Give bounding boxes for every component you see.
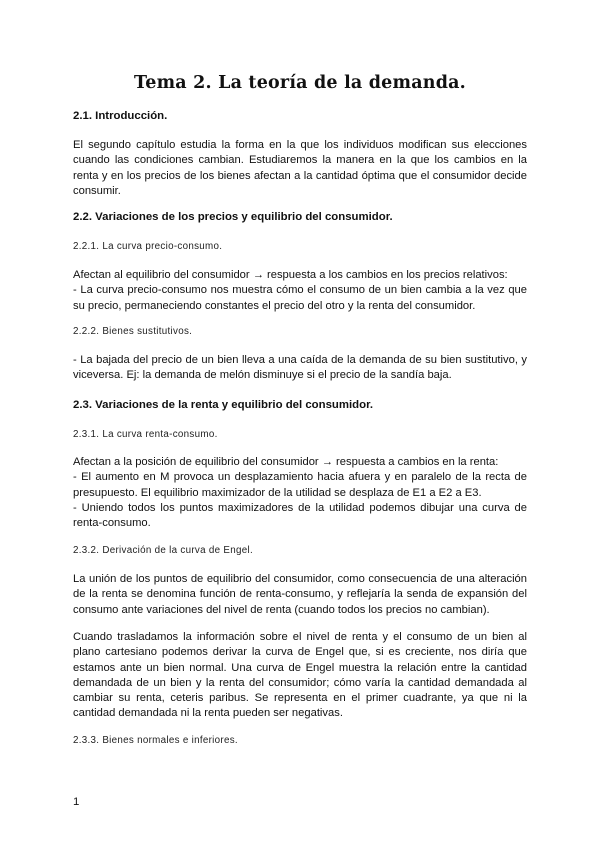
subsection-heading-renta-consumo: 2.3.1. La curva renta-consumo. [73,429,218,440]
paragraph-renta-consumo [73,455,527,531]
text-line: Afectan al equilibrio del consumidor → respuesta a los cambios en los precios relativos: [73,269,508,281]
section-heading-introduccion: 2.1. Introducción. [73,110,168,122]
bullet-item: - La curva precio-consumo nos muestra cómo el consumo de un bien cambia a la vez que su precio, permaneciendo constantes el precio del otro y la renta del consumidor. [73,284,527,312]
paragraph-engel-1: La unión de los puntos de equilibrio del consumidor, como consecuencia de una alteración de la renta se denomina función de renta-consumo, y reflejaría la senda de expansión del consumo ante variaciones del nivel de renta (cuando todos los precios no cambian). [73,573,527,616]
subsection-heading-bienes-normales: 2.3.3. Bienes normales e inferiores. [73,735,238,746]
paragraph-introduccion: El segundo capítulo estudia la forma en la que los individuos modifican sus elecciones cuando las condiciones cambian. Estudiaremos la manera en la que los cambios en la renta y en los precios de los bienes afectan a la cantidad óptima que el consumidor decide consumir. [73,139,527,197]
text-line: Afectan a la posición de equilibrio del consumidor → respuesta a cambios en la renta: [73,456,499,468]
bullet-item: - El aumento en M provoca un desplazamiento hacia afuera y en paralelo de la recta de presupuesto. El equilibrio maximizador de la utilidad se desplaza de E1 a E2 a E3. [73,471,527,499]
page-number: 1 [73,796,80,808]
paragraph-engel-2: Cuando trasladamos la información sobre el nivel de renta y el consumo de un bien al plano cartesiano podemos derivar la curva de Engel que, si es creciente, nos diría que estamos ante un bien normal. Una curva de Engel muestra la relación entre la cantidad demandada de un bien y la renta del consumidor; cómo varía la cantidad demandada al cambiar su renta, ceteris paribus. Se representa en el primer cuadrante, ya que ni la cantidad demandada ni la renta pueden ser negativas. [73,631,527,720]
subsection-heading-bienes-sustitutivos: 2.2.2. Bienes sustitutivos. [73,326,193,337]
subsection-heading-precio-consumo: 2.2.1. La curva precio-consumo. [73,241,223,252]
paragraph-precio-consumo [73,268,527,314]
bullet-item: - La bajada del precio de un bien lleva a una caída de la demanda de su bien sustitutivo, y viceversa. Ej: la demanda de melón disminuye si el precio de la sandía baja. [73,354,527,382]
section-heading-renta: 2.3. Variaciones de la renta y equilibrio del consumidor. [73,399,374,411]
document-title: Tema 2. La teoría de la demanda. [134,73,466,93]
bullet-item: - Uniendo todos los puntos maximizadores de la utilidad podemos dibujar una curva de renta-consumo. [73,501,527,530]
subsection-heading-curva-engel: 2.3.2. Derivación de la curva de Engel. [73,545,253,556]
section-heading-precios: 2.2. Variaciones de los precios y equilibrio del consumidor. [73,211,393,223]
